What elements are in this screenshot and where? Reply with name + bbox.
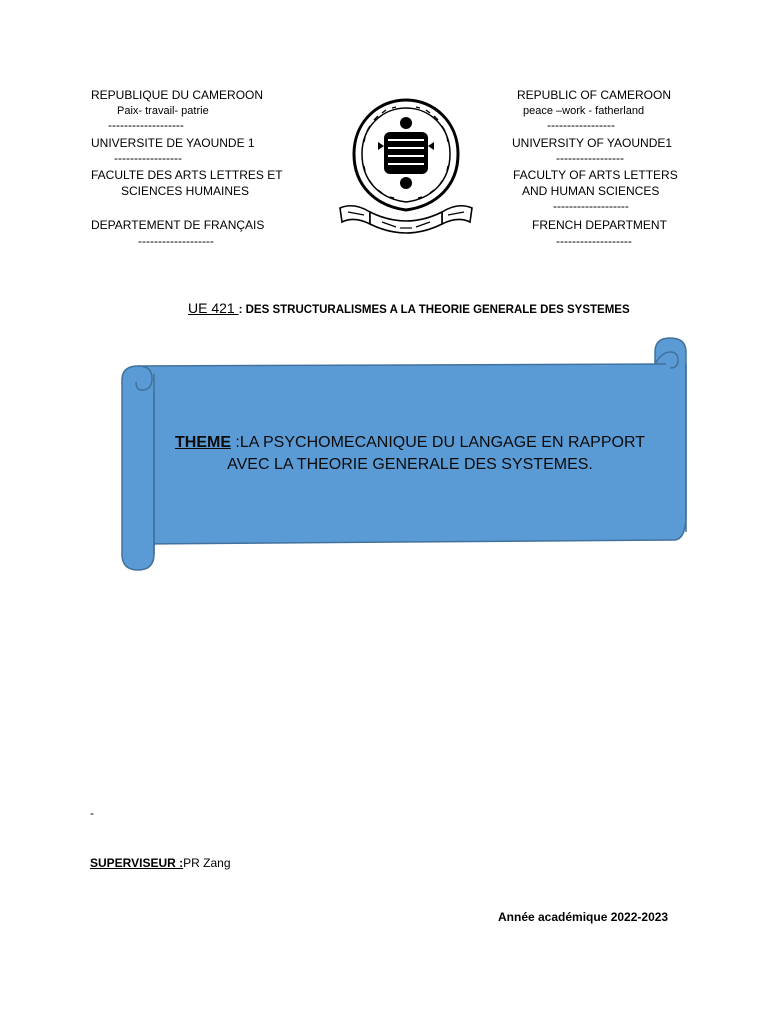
header-left-motto: Paix- travail- patrie bbox=[117, 105, 209, 117]
header-right-separator: ------------------- bbox=[553, 199, 629, 213]
header-right-country: REPUBLIC OF CAMEROON bbox=[517, 88, 672, 102]
theme-title: :LA PSYCHOMECANIQUE DU LANGAGE EN RAPPORT AVEC LA THEORIE GENERALE DES SYSTEMES. bbox=[227, 434, 646, 473]
header-right-separator: ------------------- bbox=[556, 234, 632, 248]
header-right-separator: ----------------- bbox=[547, 118, 615, 132]
header-right-department: FRENCH DEPARTMENT bbox=[532, 218, 667, 232]
course-heading bbox=[188, 300, 630, 316]
header-left-separator: ------------------- bbox=[108, 118, 184, 132]
supervisor-line bbox=[90, 856, 231, 870]
header-left-department: DEPARTEMENT DE FRANÇAIS bbox=[91, 218, 265, 232]
header-left-separator: ------------------- bbox=[138, 234, 214, 248]
header-right-faculty: FACULTY OF ARTS LETTERS bbox=[513, 168, 678, 182]
course-code: UE 421 bbox=[188, 300, 239, 316]
supervisor-name: PR Zang bbox=[183, 856, 231, 870]
academic-year: Année académique 2022-2023 bbox=[498, 910, 669, 924]
header-left-faculty: SCIENCES HUMAINES bbox=[121, 184, 250, 198]
supervisor-label: SUPERVISEUR : bbox=[90, 856, 184, 870]
theme-label: THEME bbox=[174, 434, 231, 451]
theme-text bbox=[160, 432, 660, 476]
dash-mark: - bbox=[90, 806, 94, 820]
header-right-university: UNIVERSITY OF YAOUNDE1 bbox=[512, 136, 673, 150]
course-title: : DES STRUCTURALISMES A LA THEORIE GENERALE DES SYSTEMES bbox=[238, 304, 630, 316]
header-left-university: UNIVERSITE DE YAOUNDE 1 bbox=[91, 136, 255, 150]
university-seal-logo bbox=[334, 94, 478, 240]
header-left-faculty: FACULTE DES ARTS LETTRES ET bbox=[91, 168, 283, 182]
header-right-faculty: AND HUMAN SCIENCES bbox=[522, 184, 660, 198]
header-left-country: REPUBLIQUE DU CAMEROON bbox=[91, 88, 264, 102]
header-left-separator: ----------------- bbox=[114, 151, 182, 165]
header-right-separator: ----------------- bbox=[556, 151, 624, 165]
header-right-motto: peace –work - fatherland bbox=[523, 105, 645, 117]
